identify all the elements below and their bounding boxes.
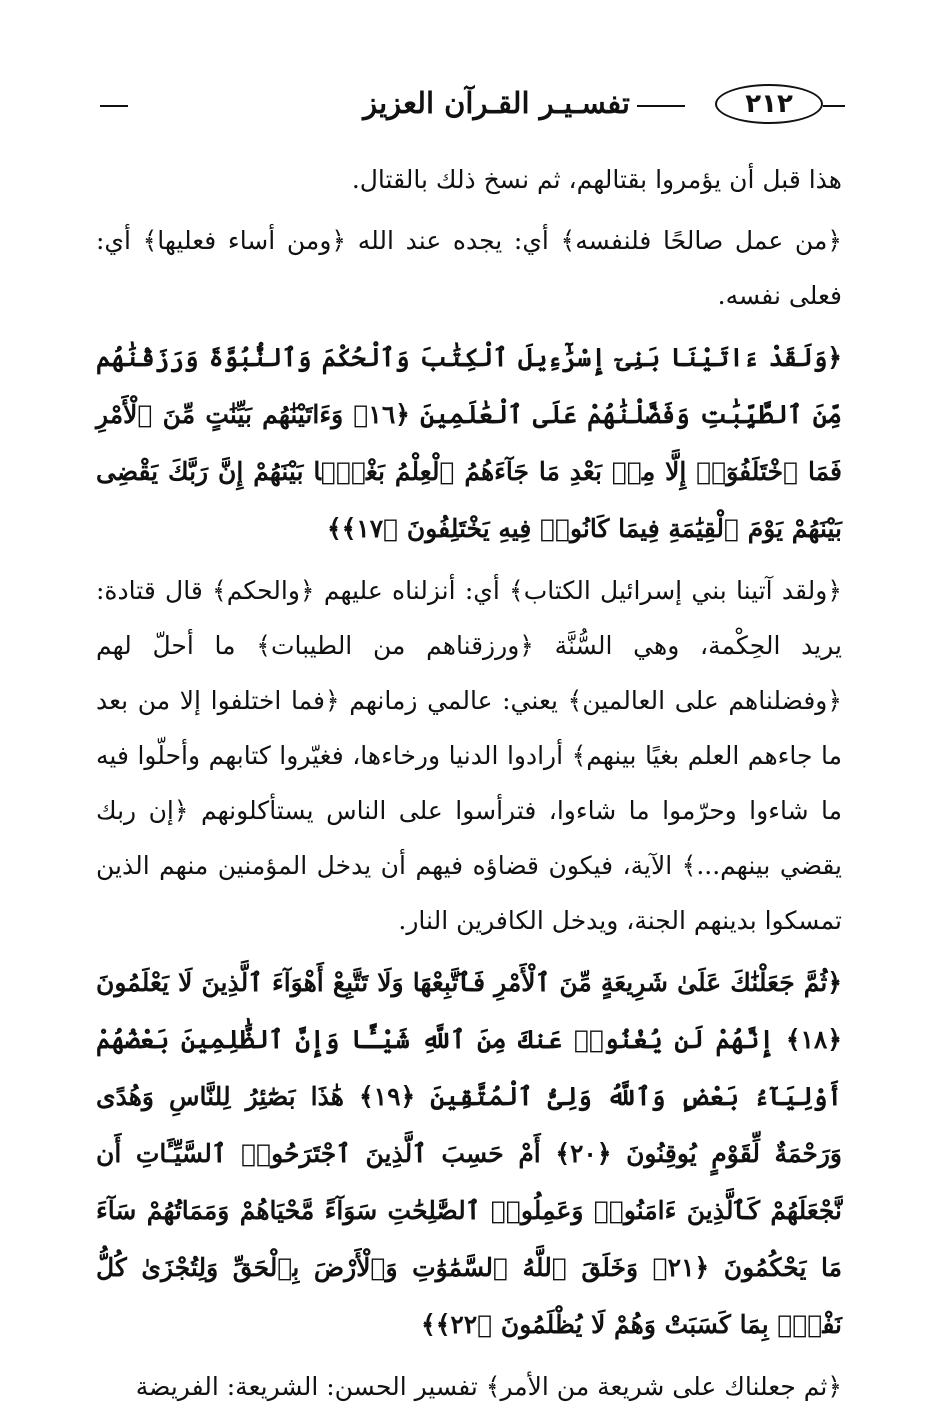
header-rule [637, 105, 685, 107]
book-title: تفسـيـر القـرآن العزيز [363, 86, 630, 120]
page-number-badge: ٢١٢ [715, 84, 823, 124]
quran-verse-block: ﴿وَلَقَدْ ءَاتَيْنَا بَنِىٓ إِسْرَٰٓءِيلَ ٱلْكِتَٰبَ وَٱلْحُكْمَ وَٱلنُّبُوَّةَ وَرَزَقْنَٰهُم مِّنَ ٱلطَّيِّبَٰتِ وَفَضَّلْنَٰهُمْ عَلَى ٱلْعَٰلَمِينَ ﴿١٦﴾ وَءَاتَيْنَٰهُم بَيِّنَٰتٍ مِّنَ ٱلْأَمْرِ فَمَا ٱخْتَلَفُوٓا۟ إِلَّا مِنۢ بَعْدِ مَا جَآءَهُمُ ٱلْعِلْمُ بَغْيًۢا بَيْنَهُمْ إِنَّ رَبَّكَ يَقْضِى بَيْنَهُمْ يَوْمَ ٱلْقِيَٰمَةِ فِيمَا كَانُوا۟ فِيهِ يَخْتَلِفُونَ ﴿١٧﴾﴾ [96, 343, 842, 543]
commentary-paragraph: هذا قبل أن يؤمروا بقتالهم، ثم نسخ ذلك بالقتال. [351, 165, 842, 194]
header-rule [823, 105, 845, 107]
page-body [96, 152, 842, 1414]
running-header [100, 82, 845, 130]
commentary-paragraph: ﴿ولقد آتينا بني إسرائيل الكتاب﴾ أي: أنزلناه عليهم ﴿والحكم﴾ قال قتادة: يريد الحِكْمة، وهي السُّنَّة ﴿ورزقناهم من الطيبات﴾ ما أحلّ لهم ﴿وفضلناهم على العالمين﴾ يعني: عالمي زمانهم ﴿فما اختلفوا إلا من بعد ما جاءهم العلم بغيًا بينهم﴾ أرادوا الدنيا ورخاءها، فغيّروا كتابهم وأحلّوا فيه ما شاءوا وحرّموا ما شاءوا، فترأسوا على الناس يستأكلونهم ﴿إن ربك يقضي بينهم...﴾ الآية، فيكون قضاؤه فيهم أن يدخل المؤمنين منهم الذين تمسكوا بدينهم الجنة، ويدخل الكافرين النار. [96, 576, 842, 935]
quran-verse-block: ﴿ثُمَّ جَعَلْنَٰكَ عَلَىٰ شَرِيعَةٍ مِّنَ ٱلْأَمْرِ فَٱتَّبِعْهَا وَلَا تَتَّبِعْ أَهْوَآءَ ٱلَّذِينَ لَا يَعْلَمُونَ ﴿١٨﴾ إِنَّهُمْ لَن يُغْنُوا۟ عَنكَ مِنَ ٱللَّهِ شَيْـًٔا وَإِنَّ ٱلظَّٰلِمِينَ بَعْضُهُمْ أَوْلِيَآءُ بَعْضٍ وَٱللَّهُ وَلِىُّ ٱلْمُتَّقِينَ ﴿١٩﴾ هَٰذَا بَصَٰٓئِرُ لِلنَّاسِ وَهُدًى وَرَحْمَةٌ لِّقَوْمٍ يُوقِنُونَ ﴿٢٠﴾ أَمْ حَسِبَ ٱلَّذِينَ ٱجْتَرَحُوا۟ ٱلسَّيِّـَٔاتِ أَن نَّجْعَلَهُمْ كَٱلَّذِينَ ءَامَنُوا۟ وَعَمِلُوا۟ ٱلصَّٰلِحَٰتِ سَوَآءً مَّحْيَاهُمْ وَمَمَاتُهُمْ سَآءَ مَا يَحْكُمُونَ ﴿٢١﴾ وَخَلَقَ ٱللَّهُ ٱلسَّمَٰوَٰتِ وَٱلْأَرْضَ بِٱلْحَقِّ وَلِتُجْزَىٰ كُلُّ نَفْسٍۭ بِمَا كَسَبَتْ وَهُمْ لَا يُظْلَمُونَ ﴿٢٢﴾﴾ [96, 968, 843, 1339]
header-rule [100, 105, 128, 107]
commentary-paragraph: ﴿ثم جعلناك على شريعة من الأمر﴾ تفسير الحسن: الشريعة: الفريضة [135, 1372, 842, 1401]
commentary-paragraph: ﴿من عمل صالحًا فلنفسه﴾ أي: يجده عند الله ﴿ومن أساء فعليها﴾ أي: فعلى نفسه. [96, 226, 842, 310]
